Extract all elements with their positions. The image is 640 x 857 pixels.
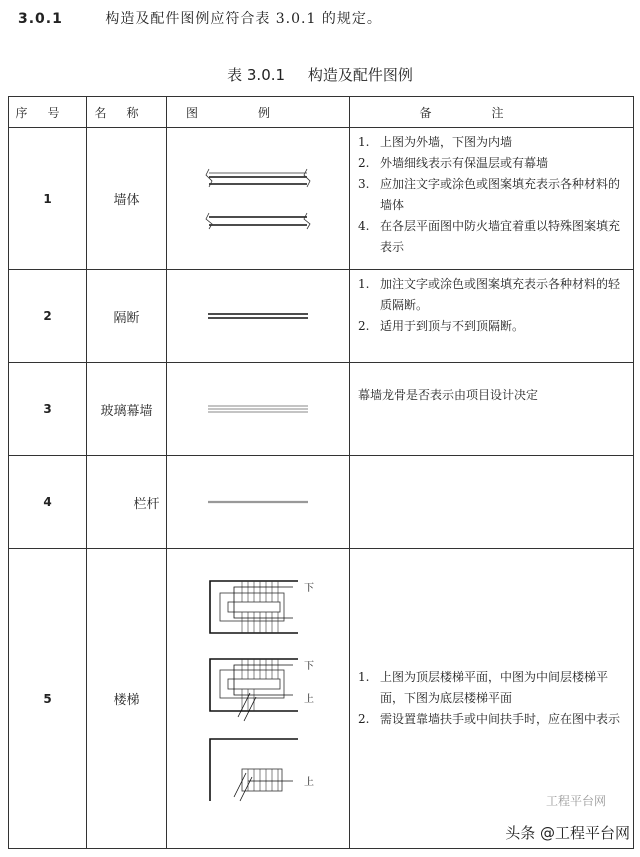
header-notes: 备注 <box>350 97 634 128</box>
table-caption-title: 构造及配件图例 <box>307 66 413 84</box>
note-text: 幕墙龙骨是否表示由项目设计决定 <box>358 388 539 402</box>
wall-symbol <box>167 128 350 270</box>
note-item: 2. 需设置靠墙扶手或中间扶手时，应在图中表示 <box>358 712 621 726</box>
legend-table <box>8 96 634 849</box>
table-row <box>9 549 634 849</box>
row-notes <box>350 456 634 549</box>
partition-symbol <box>167 270 350 363</box>
table-caption <box>0 64 640 85</box>
table-row <box>9 270 634 363</box>
clause-line <box>18 8 382 28</box>
up-label: 上 <box>304 693 314 705</box>
note-item: 1. 上图为外墙，下图为内墙 <box>358 135 513 149</box>
down-label: 下 <box>304 660 314 672</box>
table-header-row <box>9 97 634 128</box>
header-legend: 图例 <box>167 97 350 128</box>
ground-floor-stair-plan <box>210 739 314 801</box>
row-notes <box>350 363 634 456</box>
row-notes <box>350 128 634 270</box>
watermark <box>505 794 630 843</box>
top-floor-stair-plan <box>210 581 314 633</box>
clause-text: 构造及配件图例应符合表 3.0.1 的规定。 <box>105 11 382 27</box>
header-name: 名称 <box>87 97 167 128</box>
down-label: 下 <box>304 582 314 594</box>
row-number: 1 <box>9 128 87 270</box>
row-name: 隔断 <box>87 270 167 363</box>
row-notes <box>350 270 634 363</box>
row-name: 玻璃幕墙 <box>87 363 167 456</box>
row-name: 楼梯 <box>87 549 167 849</box>
table-row <box>9 363 634 456</box>
clause-number: 3.0.1 <box>18 11 63 27</box>
row-number: 4 <box>9 456 87 549</box>
table-row <box>9 456 634 549</box>
up-label: 上 <box>304 776 314 788</box>
note-item: 1. 上图为顶层楼梯平面，中图为中间层楼梯平面，下图为底层楼梯平面 <box>358 670 609 705</box>
table-row <box>9 128 634 270</box>
note-item: 2. 外墙细线表示有保温层或有幕墙 <box>358 156 549 170</box>
railing-symbol <box>167 456 350 549</box>
note-item: 4. 在各层平面图中防火墙宜着重以特殊图案填充表示 <box>358 219 621 254</box>
row-number: 5 <box>9 549 87 849</box>
note-item: 1. 加注文字或涂色或图案填充表示各种材料的轻质隔断。 <box>358 277 621 312</box>
note-item: 2. 适用于到顶与不到顶隔断。 <box>358 319 525 333</box>
note-item: 3. 应加注文字或涂色或图案填充表示各种材料的墙体 <box>358 177 621 212</box>
watermark-text: 头条 @工程平台网 <box>505 824 630 842</box>
watermark-faint: 工程平台网 <box>545 794 606 808</box>
staircase-symbols <box>167 549 350 849</box>
row-number: 2 <box>9 270 87 363</box>
row-number: 3 <box>9 363 87 456</box>
header-no: 序号 <box>9 97 87 128</box>
middle-floor-stair-plan <box>210 659 314 721</box>
row-name: 墙体 <box>87 128 167 270</box>
glass-curtain-wall-symbol <box>167 363 350 456</box>
table-caption-number: 表 3.0.1 <box>227 66 286 84</box>
row-name: 栏杆 <box>87 456 167 549</box>
